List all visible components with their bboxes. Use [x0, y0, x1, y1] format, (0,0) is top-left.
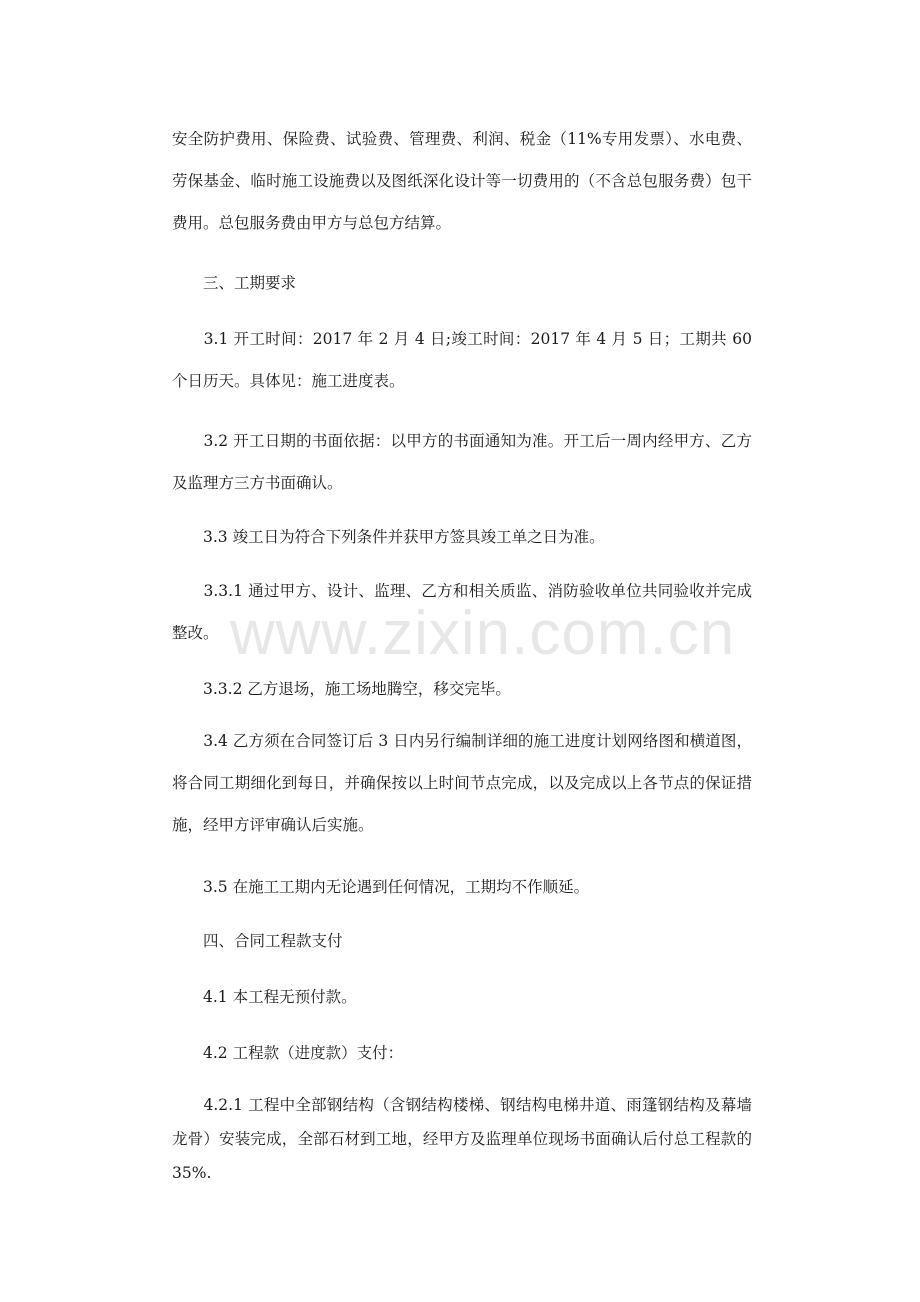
paragraph-4-2: 4.2 工程款（进度款）支付：: [172, 1044, 404, 1062]
heading-section-3: 三、工期要求: [172, 274, 297, 292]
paragraph-4-2-1: 4.2.1 工程中全部钢结构（含钢结构楼梯、钢结构电梯井道、雨篷钢结构及幕墙龙骨）安装完成，全部石材到工地，经甲方及监理单位现场书面确认后付总工程款的 35%.: [172, 1096, 752, 1182]
paragraph-3-3: 3.3 竣工日为符合下列条件并获甲方签具竣工单之日为准。: [172, 528, 605, 546]
paragraph-costs: 安全防护费用、保险费、试验费、管理费、利润、税金（11%专用发票）、水电费、劳保基金、临时施工设施费以及图纸深化设计等一切费用的（不含总包服务费）包干费用。总包服务费由甲方与总包方结算。: [172, 130, 752, 232]
heading-section-4: 四、合同工程款支付: [172, 932, 343, 950]
watermark: www.zixin.com.cn: [230, 599, 736, 668]
paragraph-3-4: 3.4 乙方须在合同签订后 3 日内另行编制详细的施工进度计划网络图和横道图，将合同工期细化到每日，并确保按以上时间节点完成，以及完成以上各节点的保证措施，经甲方评审确认后实施。: [172, 732, 752, 834]
paragraph-3-3-1: 3.3.1 通过甲方、设计、监理、乙方和相关质监、消防验收单位共同验收并完成整改。: [172, 582, 752, 642]
paragraph-3-1: 3.1 开工时间：2017 年 2 月 4 日;竣工时间：2017 年 4 月 5 日；工期共 60 个日历天。具体见：施工进度表。: [172, 330, 752, 390]
paragraph-4-1: 4.1 本工程无预付款。: [172, 988, 357, 1006]
paragraph-3-5: 3.5 在施工工期内无论遇到任何情况，工期均不作顺延。: [172, 878, 590, 896]
paragraph-3-3-2: 3.3.2 乙方退场，施工场地腾空，移交完毕。: [172, 680, 511, 698]
paragraph-3-2: 3.2 开工日期的书面依据：以甲方的书面通知为准。开工后一周内经甲方、乙方及监理方三方书面确认。: [172, 432, 752, 492]
